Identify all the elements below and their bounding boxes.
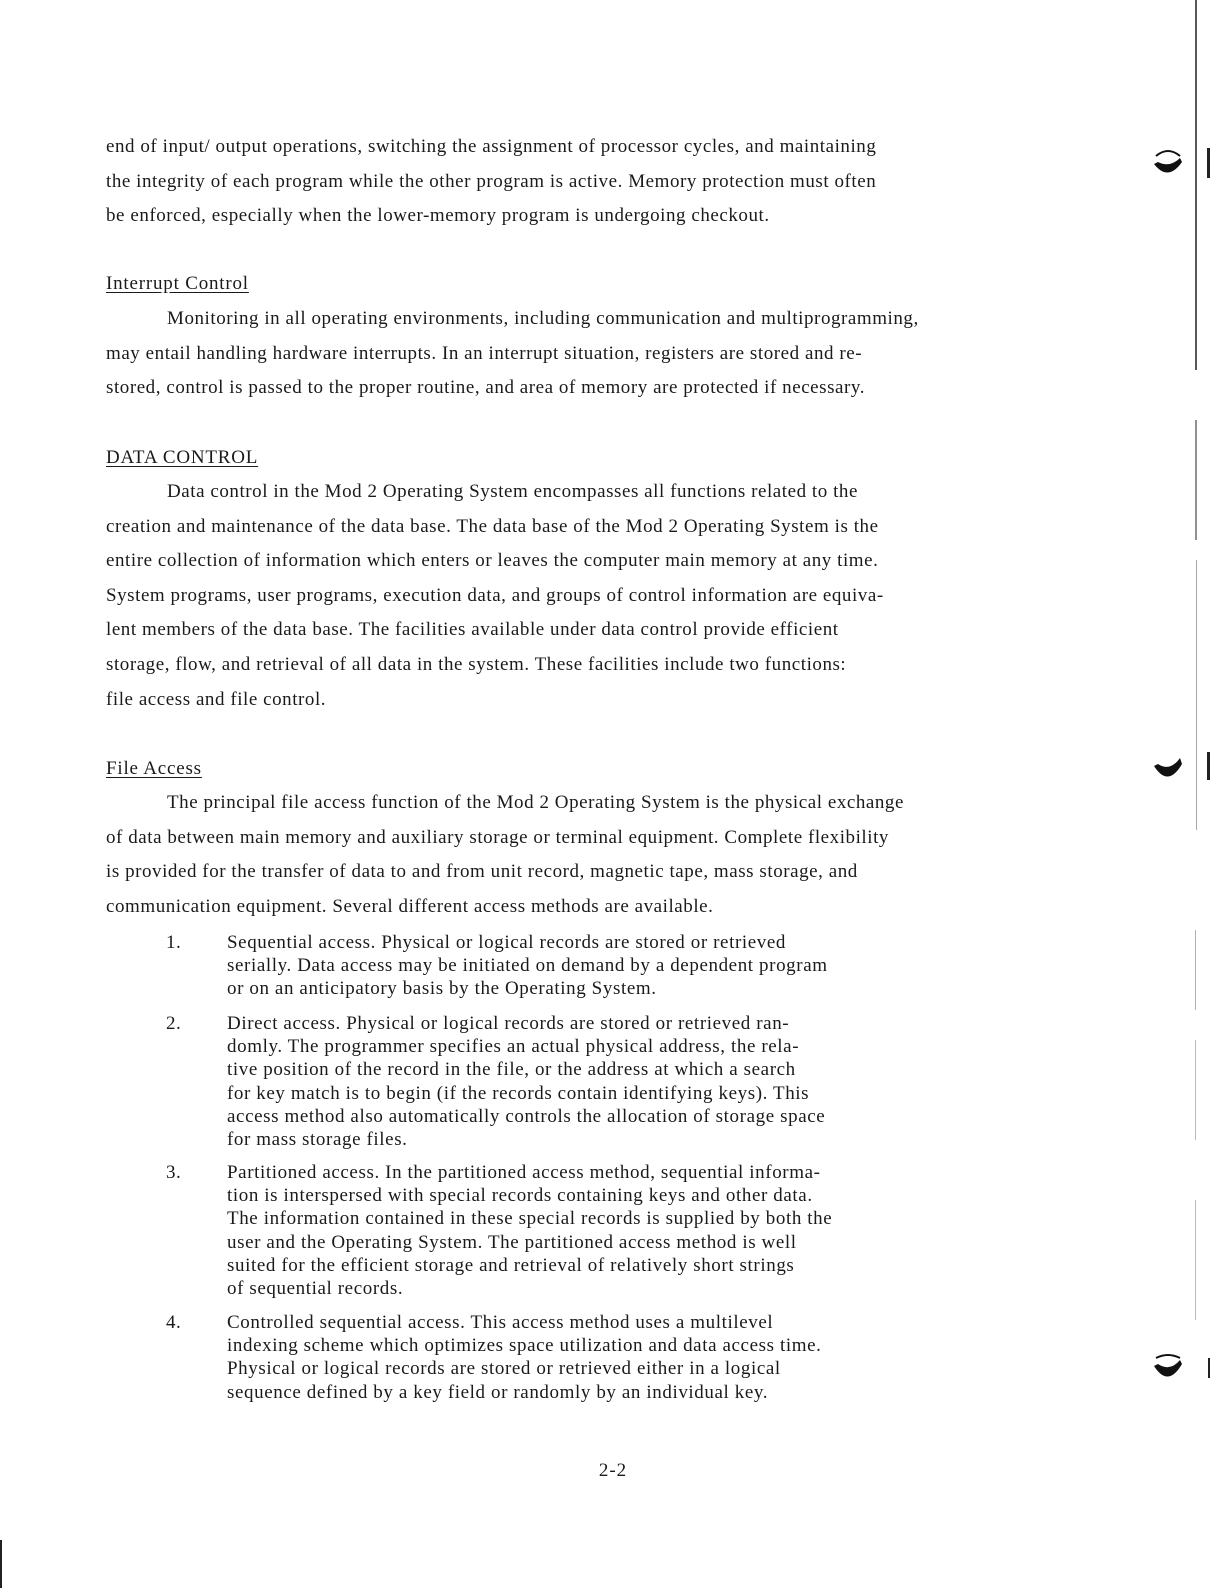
text-line: domly. The programmer specifies an actual physical address, the rela- [227, 1036, 800, 1058]
text-line: lent members of the data base. The facilities available under data control provide efficient [106, 619, 839, 641]
text-line: serially. Data access may be initiated on demand by a dependent program [227, 955, 828, 977]
text-line: the integrity of each program while the other program is active. Memory protection must often [106, 170, 877, 192]
scan-edge-line [1195, 0, 1197, 370]
text-line: storage, flow, and retrieval of all data in the system. These facilities include two functions: [106, 653, 847, 675]
text-line: of data between main memory and auxiliary storage or terminal equipment. Complete flexibility [106, 826, 889, 848]
scan-edge-line [1195, 930, 1196, 1010]
text-line: for mass storage files. [227, 1129, 408, 1151]
page-number: 2-2 [598, 1460, 628, 1481]
scan-edge-line [1195, 1040, 1196, 1140]
text-line: Data control in the Mod 2 Operating System encompasses all functions related to the [167, 481, 858, 502]
interrupt-control-heading: Interrupt Control [106, 273, 249, 294]
text-line: Partitioned access. In the partitioned access method, sequential informa- [227, 1162, 821, 1183]
text-line: Direct access. Physical or logical records are stored or retrieved ran- [227, 1013, 790, 1034]
scan-edge-line [1208, 1358, 1210, 1378]
binder-hole-icon [1150, 1348, 1186, 1388]
list-number: 4. [166, 1312, 182, 1333]
scan-edge-line [1195, 420, 1197, 540]
text-line: or on an anticipatory basis by the Operating System. [227, 978, 657, 1000]
text-line: of sequential records. [227, 1278, 404, 1300]
text-line: be enforced, especially when the lower-memory program is undergoing checkout. [106, 205, 770, 227]
text-line: System programs, user programs, execution data, and groups of control information are equiva- [106, 584, 884, 606]
list-text [227, 1161, 1007, 1300]
file-access-paragraph [106, 786, 1106, 924]
text-line: The information contained in these special records is supplied by both the [227, 1208, 833, 1230]
text-line: communication equipment. Several different access methods are available. [106, 895, 714, 917]
list-number: 1. [166, 932, 182, 953]
text-line: indexing scheme which optimizes space utilization and data access time. [227, 1335, 822, 1357]
list-text [227, 1012, 1007, 1151]
text-line: may entail handling hardware interrupts. In an interrupt situation, registers are stored and re- [106, 342, 863, 364]
scan-edge-line [1207, 752, 1210, 780]
intro-paragraph [106, 130, 1106, 234]
list-text [227, 1311, 1007, 1404]
text-line: The principal file access function of the Mod 2 Operating System is the physical exchange [167, 792, 904, 813]
text-line: sequence defined by a key field or randomly by an individual key. [227, 1381, 769, 1403]
binder-hole-icon [1150, 748, 1186, 788]
text-line: is provided for the transfer of data to and from unit record, magnetic tape, mass storage, and [106, 861, 858, 883]
text-line: tive position of the record in the file, or the address at which a search [227, 1059, 796, 1081]
scan-edge-line [1207, 148, 1210, 178]
text-line: tion is interspersed with special records containing keys and other data. [227, 1185, 813, 1207]
text-line: suited for the efficient storage and retrieval of relatively short strings [227, 1254, 795, 1276]
file-access-heading: File Access [106, 758, 202, 779]
list-text [227, 931, 1007, 1001]
list-number: 2. [166, 1013, 182, 1034]
text-line: file access and file control. [106, 688, 327, 710]
scan-edge-line [0, 1540, 2, 1588]
text-line: creation and maintenance of the data base. The data base of the Mod 2 Operating System is the [106, 515, 879, 537]
text-line: for key match is to begin (if the records contain identifying keys). This [227, 1082, 810, 1104]
text-line: Monitoring in all operating environments, including communication and multiprogramming, [167, 308, 919, 329]
text-line: Controlled sequential access. This access method uses a multilevel [227, 1312, 774, 1333]
text-line: access method also automatically controls the allocation of storage space [227, 1105, 826, 1127]
text-line: stored, control is passed to the proper routine, and area of memory are protected if necessary. [106, 377, 866, 399]
data-control-heading: DATA CONTROL [106, 447, 259, 468]
text-line: Sequential access. Physical or logical records are stored or retrieved [227, 932, 787, 953]
interrupt-control-paragraph [106, 302, 1106, 406]
scan-edge-line [1196, 560, 1197, 830]
text-line: entire collection of information which enters or leaves the computer main memory at any time. [106, 550, 879, 572]
text-line: end of input/ output operations, switching the assignment of processor cycles, and maintaining [106, 136, 877, 157]
scan-edge-line [1195, 1200, 1196, 1320]
list-number: 3. [166, 1162, 182, 1183]
data-control-paragraph [106, 475, 1106, 717]
text-line: Physical or logical records are stored or retrieved either in a logical [227, 1358, 781, 1380]
binder-hole-icon [1150, 142, 1186, 182]
text-line: user and the Operating System. The partitioned access method is well [227, 1231, 797, 1253]
